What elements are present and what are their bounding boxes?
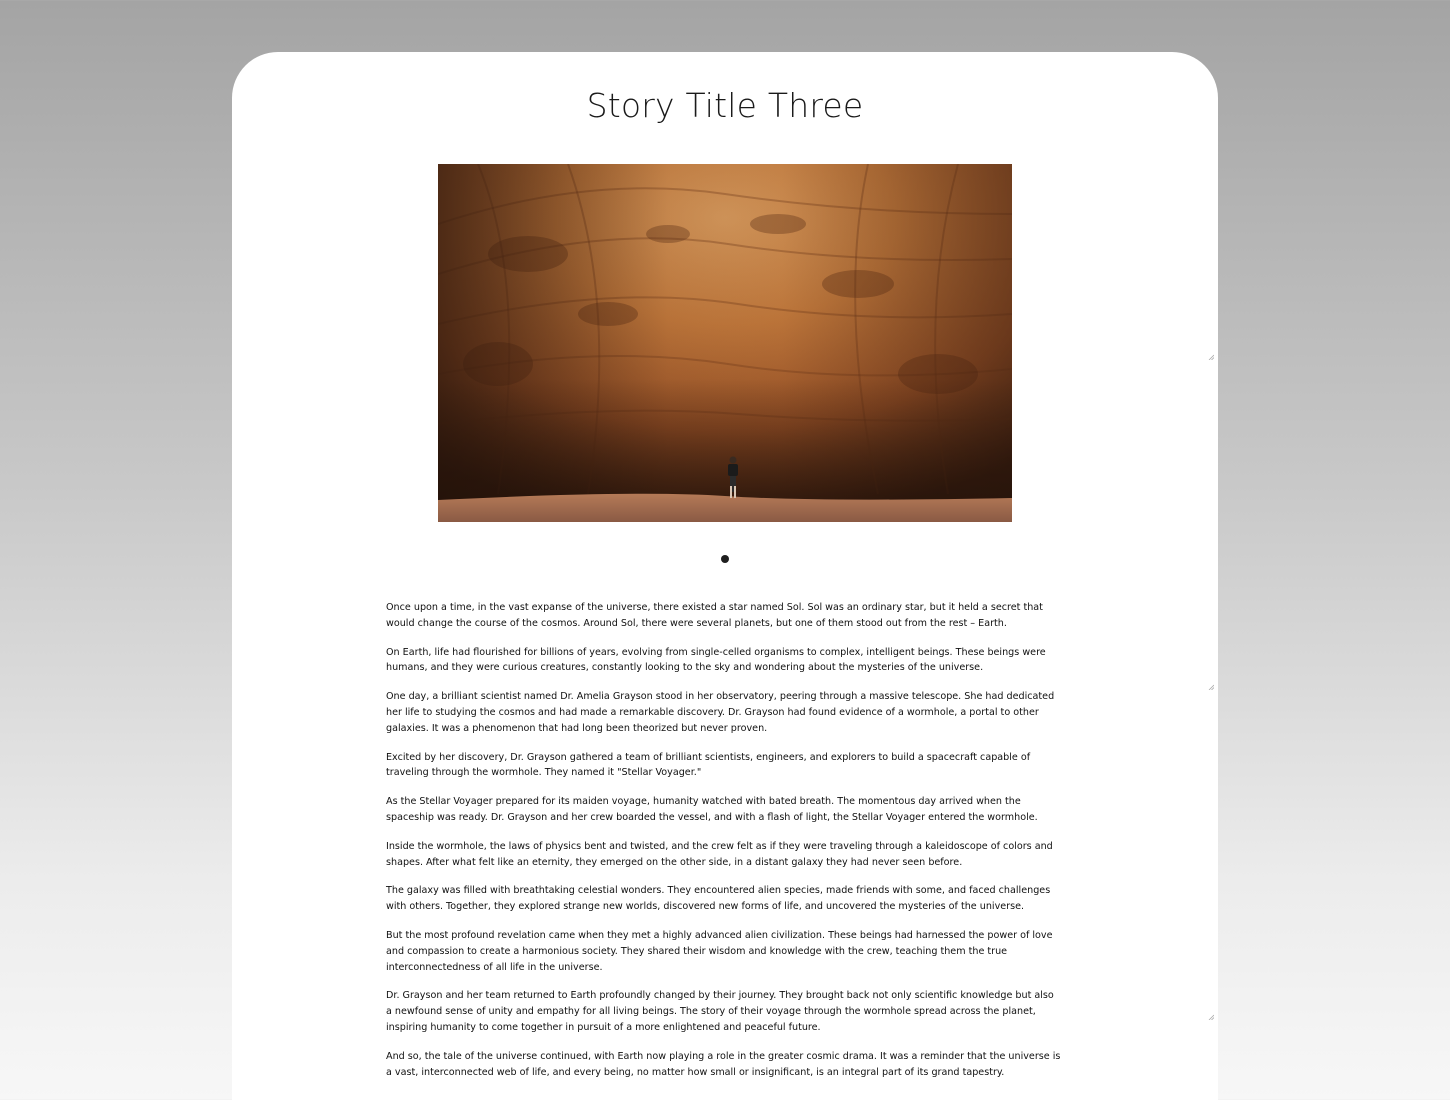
- story-paragraph: The galaxy was filled with breathtaking celestial wonders. They encountered alien species, made friends with some, and faced challenges with others. Together, they explored strange new worlds, discovered new forms of life, and uncovered the mysteries of the universe.: [386, 885, 1051, 913]
- story-paragraph: As the Stellar Voyager prepared for its maiden voyage, humanity watched with bated breath. The momentous day arrived when the spaceship was ready. Dr. Grayson and her crew boarded the vessel, and with a flash of light, the Stellar Voyager entered the wormhole.: [386, 796, 1038, 823]
- resize-handle-icon[interactable]: [1208, 1014, 1214, 1020]
- story-paragraph: On Earth, life had flourished for billions of years, evolving from single-celled organisms to complex, intelligent beings. These beings were humans, and they were curious creatures, constantly looking to the sky and wondering about the mysteries of the universe.: [386, 646, 1046, 674]
- story-paragraph: And so, the tale of the universe continued, with Earth now playing a role in the greater cosmic drama. It was a reminder that the universe is a vast, interconnected web of life, and every being, no matter how small or insignificant, is an integral part of its grand tapestry.: [386, 1050, 1061, 1078]
- story-body: [386, 600, 1062, 1093]
- story-paragraph: One day, a brilliant scientist named Dr. Amelia Grayson stood in her observatory, peering through a massive telescope. She had dedicated her life to studying the cosmos and had made a remarkable discovery. Dr. Grayson had found evidence of a wormhole, a portal to other galaxies. It was a phenomenon that had long been theorized but never proven.: [386, 691, 1055, 734]
- story-paragraph: Inside the wormhole, the laws of physics bent and twisted, and the crew felt as if they were traveling through a kaleidoscope of colors and shapes. After what felt like an eternity, they emerged on the other side, in a distant galaxy they had never seen before.: [386, 840, 1053, 868]
- story-paragraph: Dr. Grayson and her team returned to Earth profoundly changed by their journey. They brought back not only scientific knowledge but also a newfound sense of unity and empathy for all living beings. The story of their voyage through the wormhole spread across the planet, inspiring humanity to come together in pursuit of a more enlightened and peaceful future.: [386, 990, 1054, 1033]
- resize-handle-icon[interactable]: [1208, 684, 1214, 690]
- story-paragraph: Once upon a time, in the vast expanse of the universe, there existed a star named Sol. Sol was an ordinary star, but it held a secret that would change the course of the cosmos. Around Sol, there were several planets, but one of them stood out from the rest – Earth.: [386, 602, 1043, 629]
- story-paragraph: Excited by her discovery, Dr. Grayson gathered a team of brilliant scientists, engineers, and explorers to build a spacecraft capable of traveling through the wormhole. They named it "Stellar Voyager.": [386, 751, 1031, 779]
- story-paragraph: But the most profound revelation came when they met a highly advanced alien civilization. These beings had harnessed the power of love and compassion to create a harmonious society. They shared their wisdom and knowledge with the crew, teaching them the true interconnectedness of all life in the universe.: [386, 929, 1053, 973]
- story-title: Story Title Three: [586, 86, 864, 125]
- carousel-indicator-dot[interactable]: [721, 555, 729, 563]
- story-card: [232, 52, 1218, 1100]
- story-image: [438, 164, 1012, 522]
- resize-handle-icon[interactable]: [1208, 354, 1214, 360]
